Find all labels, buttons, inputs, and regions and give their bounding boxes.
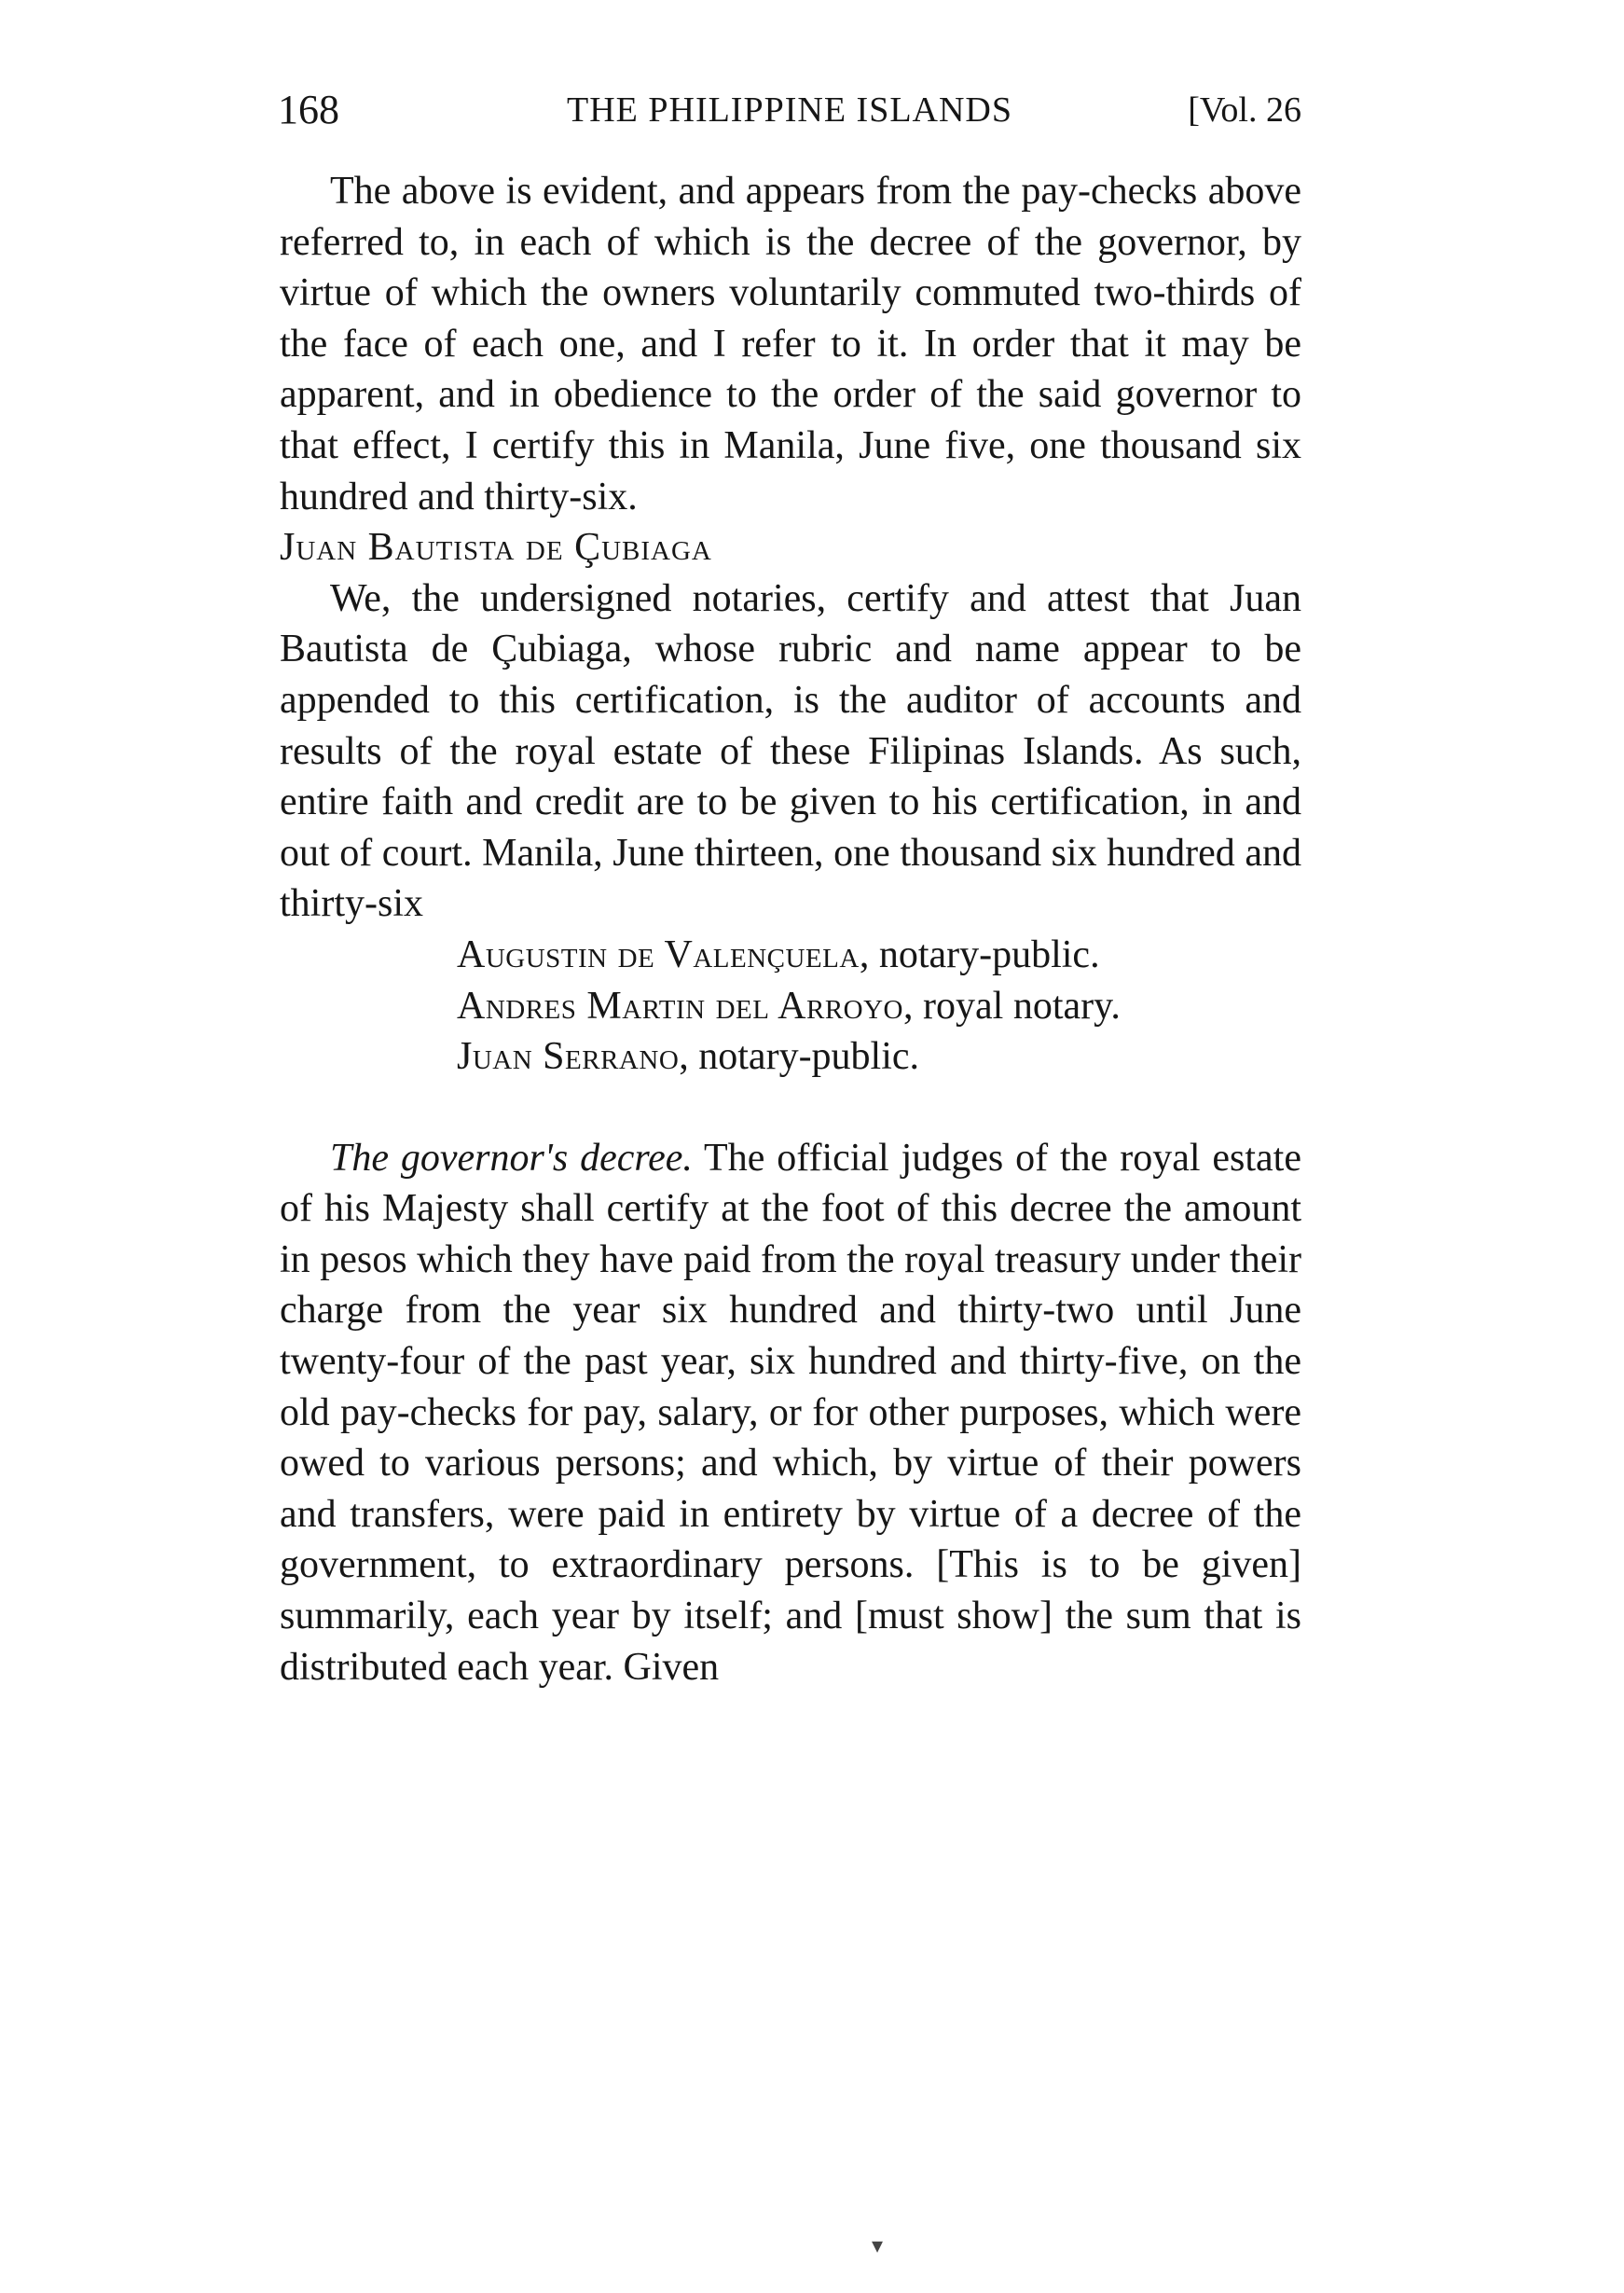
notary-signature (457, 981, 1301, 1032)
printer-mark-icon: ▾ (872, 2234, 884, 2258)
page-header (278, 82, 1301, 138)
decree-text: The official judges of the royal estate of his Majesty shall certify at the foot of this decree the amount in pesos which they have paid from the royal treasury under their charge from the year six hundred and thirty-two until June twenty-four of the past year, six hundred and thirty-five, on the old pay-checks for pay, salary, or for other purposes, which were owed to various persons; and which, by virtue of their powers and transfers, were paid in entirety by virtue of a decree of the government, to extraordinary persons. [This is to be given] summarily, each year by itself; and [must show] the sum that is distributed each year. Given (280, 1136, 1301, 1689)
running-head: THE PHILIPPINE ISLANDS (567, 90, 1012, 130)
decree-heading: The governor's decree. (330, 1136, 693, 1180)
paragraph-notaries: We, the undersigned notaries, certify and attest that Juan Bautista de Çubiaga, whose rubric and name appear to be appended to this certification, is the auditor of accounts and results of the royal estate of these Filipinas Islands. As such, entire faith and credit are to be given to his certification, in and out of court. Manila, June thirteen, one thousand six hundred and thirty-six (280, 576, 1301, 926)
notary-role: , royal notary. (903, 984, 1121, 1028)
notary-role: , notary-public. (679, 1035, 920, 1079)
section-gap (280, 1083, 1301, 1133)
notary-signatures (280, 930, 1301, 1083)
notary-name: Juan Serrano (457, 1035, 680, 1079)
page-body (280, 166, 1301, 1692)
notary-name: Andres Martin del Arroyo (457, 984, 904, 1028)
signature-cubiaga: Juan Bautista de Çubiaga (280, 526, 712, 570)
notary-name: Augustin de Valençuela (457, 932, 860, 976)
page-number: 168 (278, 87, 339, 132)
notary-signature (457, 930, 1301, 981)
volume-marker: [Vol. 26 (1188, 90, 1301, 130)
notary-role: , notary-public. (859, 932, 1100, 976)
paragraph-governors-decree (280, 1133, 1301, 1693)
notary-signature (457, 1031, 1301, 1083)
paragraph-certification: The above is evident, and appears from the pay-checks above referred to, in each of which is the decree of the governor, by virtue of which the owners voluntarily commuted two-thirds of the face of each one, and I refer to it. In order that it may be apparent, and in obedience to the order of the said governor to that effect, I certify this in Manila, June five, one thousand six hundred and thirty-six. (280, 170, 1301, 518)
